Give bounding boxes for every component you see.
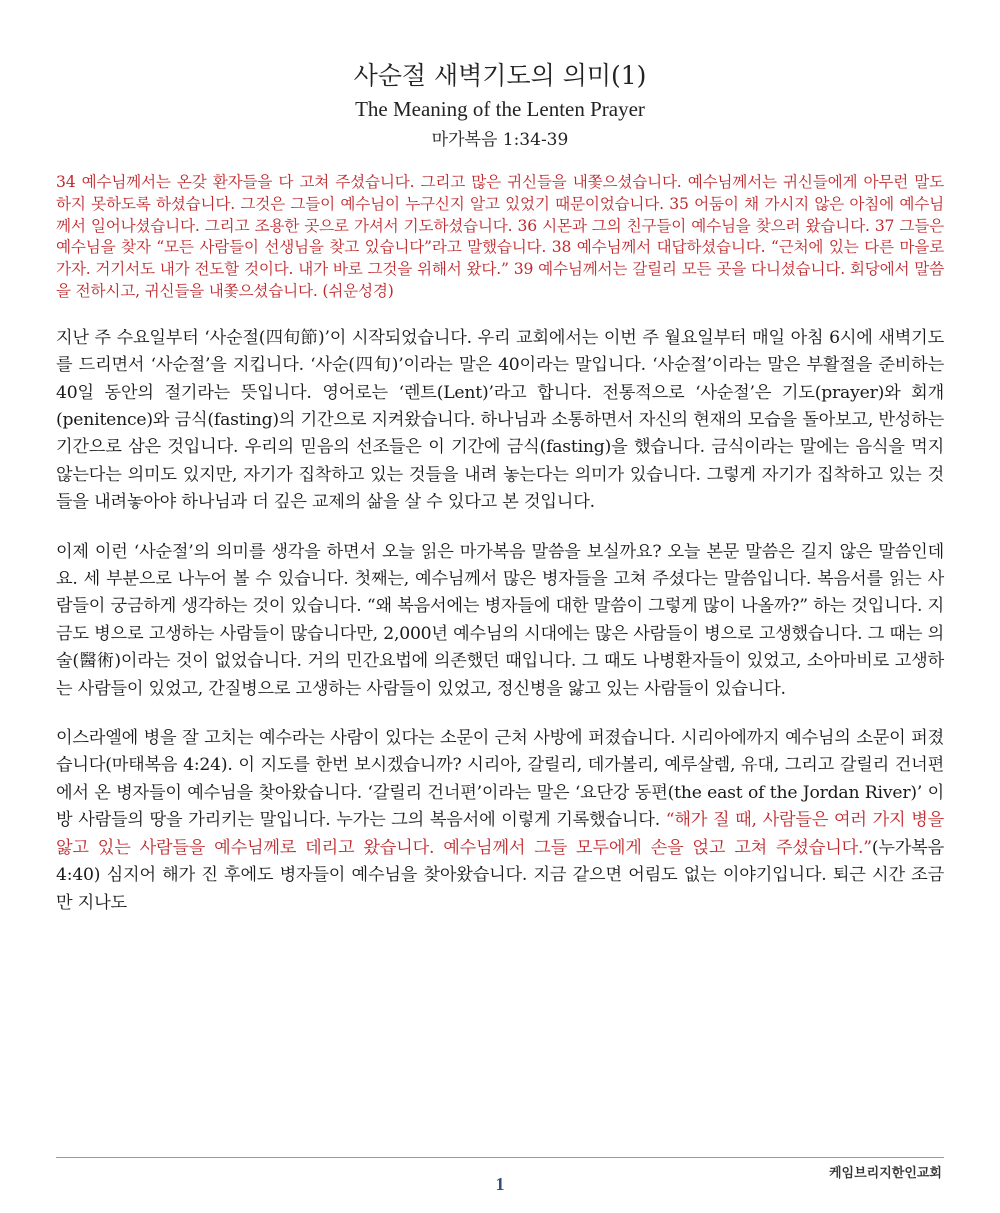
- paragraph-text: 이스라엘에 병을 잘 고치는 예수라는 사람이 있다는 소문이 근처 사방에 퍼졌습니다. 시리아에까지 예수님의 소문이 퍼졌습니다(마태복음 4:24). 이 지도를 한번 보시겠습니까? 시리아, 갈릴리, 데가볼리, 예루살렘, 유대, 그리고 갈릴리 건너편에서 온 병자들이 예수님을 찾아왔습니다. ‘갈릴리 건너편’이라는 말은 ‘요단강 동편(the east of the Jordan River)’ 이방 사람들의 땅을 가리키는 말입니다. 누가는 그의 복음서에 이렇게 기록했습니다.: [56, 728, 944, 831]
- page-number: 1: [495, 1174, 505, 1194]
- body-paragraph: 지난 주 수요일부터 ‘사순절(四旬節)’이 시작되었습니다. 우리 교회에서는 이번 주 월요일부터 매일 아침 6시에 새벽기도를 드리면서 ‘사순절’을 지킵니다. ‘사순(四旬)’이라는 말은 40이라는 말입니다. ‘사순절’이라는 말은 부활절을 준비하는 40일 동안의 절기라는 뜻입니다. 영어로는 ‘렌트(Lent)’라고 합니다. 전통적으로 ‘사순절’은 기도(prayer)와 회개(penitence)와 금식(fasting)의 기간으로 지켜왔습니다. 하나님과 소통하면서 자신의 현재의 모습을 돌아보고, 반성하는 기간으로 삼은 것입니다. 우리의 믿음의 선조들은 이 기간에 금식(fasting)을 했습니다. 금식이라는 말에는 음식을 먹지 않는다는 의미도 있지만, 자기가 집착하고 있는 것들을 내려 놓는다는 의미가 있습니다. 그렇게 자기가 집착하고 있는 것들을 내려놓아야 하나님과 더 깊은 교제의 삶을 살 수 있다고 본 것입니다.: [56, 327, 944, 513]
- body-paragraph-last: [56, 725, 944, 917]
- church-name: 케임브리지한인교회: [828, 1166, 942, 1181]
- sermon-title: 사순절 새벽기도의 의미(1): [353, 61, 647, 90]
- paragraph-text: (누가복음 4:40) 심지어 해가 진 후에도 병자들이 예수님을 찾아왔습니다. 지금 같으면 어림도 없는 이야기입니다. 퇴근 시간 조금만 지나도: [56, 837, 944, 913]
- scripture-reference: 마가복음 1:34-39: [431, 130, 569, 150]
- document-page: [56, 58, 944, 917]
- sermon-subtitle: The Meaning of the Lenten Prayer: [355, 97, 645, 121]
- body-paragraph: 이제 이런 ‘사순절’의 의미를 생각을 하면서 오늘 읽은 마가복음 말씀을 보실까요? 오늘 본문 말씀은 길지 않은 말씀인데요. 세 부분으로 나누어 볼 수 있습니다. 첫째는, 예수님께서 많은 병자들을 고쳐 주셨다는 말씀입니다. 복음서를 읽는 사람들이 궁금하게 생각하는 것이 있습니다. “왜 복음서에는 병자들에 대한 말씀이 그렇게 많이 나올까?” 하는 것입니다. 지금도 병으로 고생하는 사람들이 많습니다만, 2,000년 예수님의 시대에는 많은 사람들이 병으로 고생했습니다. 그 때는 의술(醫術)이라는 것이 없었습니다. 거의 민간요법에 의존했던 때입니다. 그 때도 나병환자들이 있었고, 소아마비로 고생하는 사람들이 있었고, 간질병으로 고생하는 사람들이 있었고, 정신병을 앓고 있는 사람들이 있습니다.: [56, 541, 944, 699]
- quoted-scripture: “해가 질 때, 사람들은 여러 가지 병을 앓고 있는 사람들을 예수님께로 데리고 왔습니다. 예수님께서 그들 모두에게 손을 얹고 고쳐 주셨습니다.”: [56, 810, 945, 858]
- footer-divider: [56, 1157, 944, 1158]
- scripture-passage: 34 예수님께서는 온갖 환자들을 다 고쳐 주셨습니다. 그리고 많은 귀신들을 내쫓으셨습니다. 예수님께서는 귀신들에게 아무런 말도 하지 못하도록 하셨습니다. 그것은 그들이 예수님이 누구신지 알고 있었기 때문이었습니다. 35 어둠이 채 가시지 않은 아침에 예수님께서 일어나셨습니다. 그리고 조용한 곳으로 가셔서 기도하셨습니다. 36 시몬과 그의 친구들이 예수님을 찾으러 왔습니다. 37 그들은 예수님을 찾자 “모든 사람들이 선생님을 찾고 있습니다”라고 말했습니다. 38 예수님께서 대답하셨습니다. “근처에 있는 다른 마을로 가자. 거기서도 내가 전도할 것이다. 내가 바로 그것을 위해서 왔다.” 39 예수님께서는 갈릴리 모든 곳을 다니셨습니다. 회당에서 말씀을 전하시고, 귀신들을 내쫓으셨습니다. (쉬운성경): [56, 173, 944, 300]
